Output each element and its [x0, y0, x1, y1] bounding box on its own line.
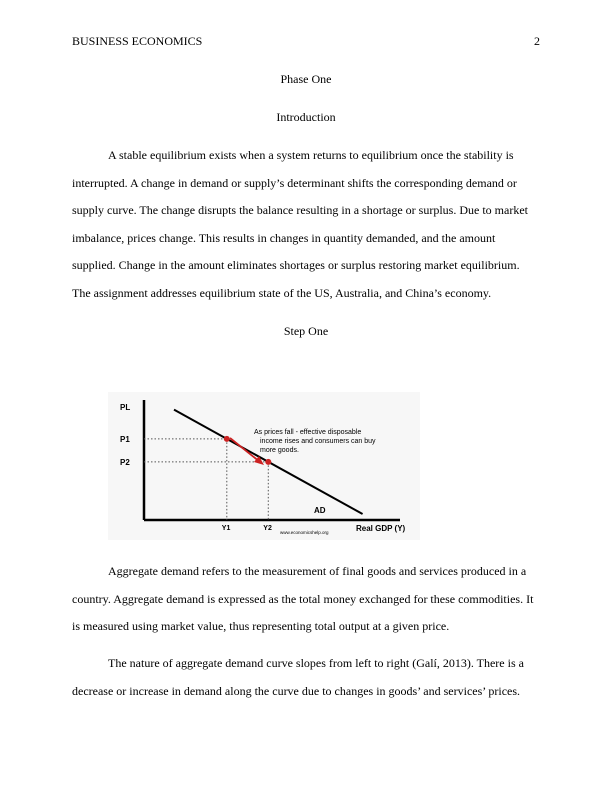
heading-phase: Phase One [280, 72, 332, 86]
curve-label-ad: AD [314, 506, 326, 515]
tick-label-y: P1 [120, 434, 130, 444]
text-line: Aggregate demand refers to the measurement of final goods and services produced in a [108, 564, 527, 578]
text-line: The assignment addresses equilibrium state of the US, Australia, and China’s economy. [72, 285, 492, 300]
chart-source: www.economicshelp.org [280, 530, 329, 535]
text-line: country. Aggregate demand is expressed as the total money exchanged for these commodities. It [72, 591, 534, 606]
aggregate-demand-chart [108, 392, 420, 540]
heading-step-one: Step One [283, 324, 329, 338]
running-head: BUSINESS ECONOMICS [72, 34, 203, 48]
paragraph-aggregate-demand [72, 558, 542, 641]
text-line: supplied. Change in the amount eliminates shortages or surplus restoring market equilibrium. [72, 258, 520, 272]
annotation-line: As prices fall - effective disposable [254, 429, 362, 436]
data-point [265, 459, 271, 465]
arrow-shaft [230, 438, 260, 462]
text-line: A stable equilibrium exists when a system returns to equilibrium once the stability is [108, 148, 514, 162]
data-point [224, 436, 230, 442]
page-number: 2 [534, 34, 540, 48]
paragraph-curve-nature [72, 650, 542, 705]
y-axis-label: PL [120, 403, 131, 412]
text-line: imbalance, prices change. This results in changes in quantity demanded, and the amount [72, 230, 496, 245]
paragraph-intro [72, 142, 542, 307]
text-line: is measured using market value, thus representing total output at a given price. [72, 619, 450, 633]
text-line: supply curve. The change disrupts the balance resulting in a shortage or surplus. Due to market [72, 203, 528, 217]
x-axis-label: Real GDP (Y) [356, 524, 406, 533]
text-line: The nature of aggregate demand curve slopes from left to right (Galí, 2013). There is a [108, 656, 524, 670]
tick-label-x: Y2 [263, 525, 272, 532]
annotation-line: more goods. [260, 447, 299, 454]
tick-label-y: P2 [120, 457, 130, 467]
annotation-line: income rises and consumers can buy [260, 438, 376, 445]
heading-introduction: Introduction [276, 110, 336, 124]
text-line: interrupted. A change in demand or supply’s determinant shifts the corresponding demand or [72, 175, 517, 190]
tick-label-x: Y1 [221, 525, 231, 532]
text-line: decrease or increase in demand along the curve due to changes in goods’ and services’ prices. [72, 683, 521, 698]
page-header [72, 34, 540, 49]
